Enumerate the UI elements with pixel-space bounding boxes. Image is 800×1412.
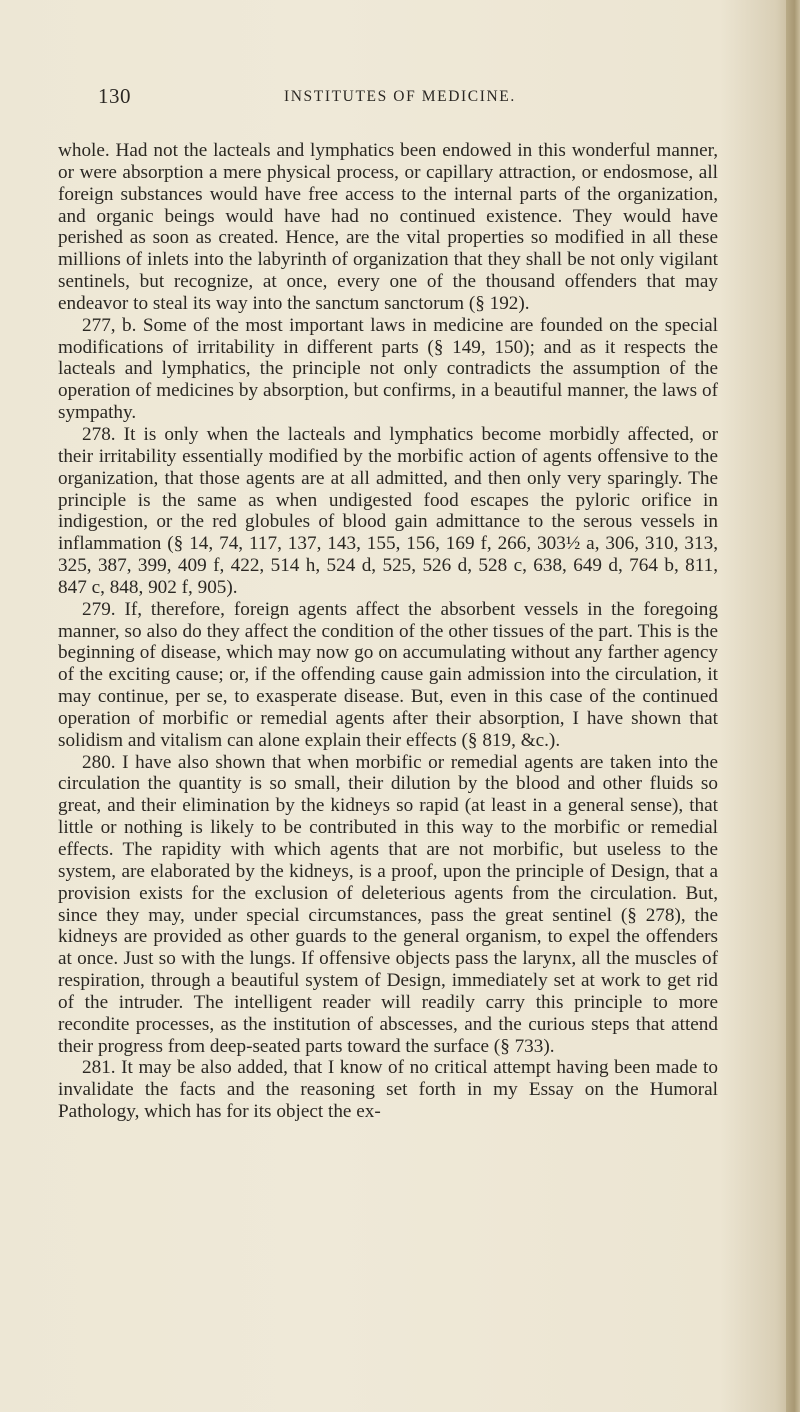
paragraph-280: 280. I have also shown that when morbific or remedial agents are taken into the circulation the quantity is so small, their dilution by the blood and other fluids so great, and their elimination by the kidneys so rapid (at least in a general sense), that little or nothing is likely to be contributed in this way to the morbific or remedial effects. The rapidity with which agents that are not morbific, but useless to the system, are elaborated by the kidneys, is a proof, upon the principle of Design, that a provision exists for the exclusion of deleterious agents from the circulation. But, since they may, under special circumstances, pass the great sentinel (§ 278), the kidneys are provided as other guards to the general organism, to expel the offenders at once. Just so with the lungs. If offensive objects pass the larynx, all the muscles of respiration, through a beautiful system of Design, immediately set at work to get rid of the intruder. The intelligent reader will readily carry this principle to more recondite processes, as the institution of abscesses, and the curious steps that attend their progress from deep-seated parts toward the surface (§ 733). [58, 751, 718, 1057]
page-number: 130 [98, 84, 131, 108]
paragraph-continuation: whole. Had not the lacteals and lymphatics been endowed in this wonderful manner, or were absorption a mere physical process, or capillary attraction, or endosmose, all foreign substances would have free access to the internal parts of the organization, and organic beings would have had no continued existence. They would have perished as soon as created. Hence, are the vital properties so modified in all these millions of inlets into the labyrinth of organization that they shall be not only vigilant sentinels, but recognize, at once, every one of the thousand offenders that may endeavor to steal its way into the sanctum sanctorum (§ 192). [58, 140, 718, 314]
page-header [98, 84, 698, 114]
page-edge [786, 0, 800, 1412]
paragraph-281: 281. It may be also added, that I know of no critical attempt having been made to invalidate the facts and the reasoning set forth in my Essay on the Humoral Pathology, which has for its object the ex- [58, 1057, 718, 1123]
running-head: INSTITUTES OF MEDICINE. [284, 88, 516, 105]
body-text [58, 140, 718, 1123]
paragraph-279: 279. If, therefore, foreign agents affect the absorbent vessels in the foregoing manner, so also do they affect the condition of the other tissues of the part. This is the beginning of disease, which may now go on accumulating without any farther agency of the exciting cause; or, if the offending cause gain admission into the circulation, it may continue, per se, to exasperate disease. But, even in this case of the continued operation of morbific or remedial agents after their absorption, I have shown that solidism and vitalism can alone explain their effects (§ 819, &c.). [58, 598, 718, 751]
paragraph-277b: 277, b. Some of the most important laws in medicine are founded on the special modifications of irritability in different parts (§ 149, 150); and as it respects the lacteals and lymphatics, the principle not only contradicts the assumption of the operation of medicines by absorption, but confirms, in a beautiful manner, the laws of sympathy. [58, 314, 718, 424]
paragraph-278: 278. It is only when the lacteals and lymphatics become morbidly affected, or their irritability essentially modified by the morbific action of agents offensive to the organization, that those agents are at all admitted, and then only very sparingly. The principle is the same as when undigested food escapes the pyloric orifice in indigestion, or the red globules of blood gain admittance to the serous vessels in inflammation (§ 14, 74, 117, 137, 143, 155, 156, 169 f, 266, 303½ a, 306, 310, 313, 325, 387, 399, 409 f, 422, 514 h, 524 d, 525, 526 d, 528 c, 638, 649 d, 764 b, 811, 847 c, 848, 902 f, 905). [58, 423, 718, 598]
